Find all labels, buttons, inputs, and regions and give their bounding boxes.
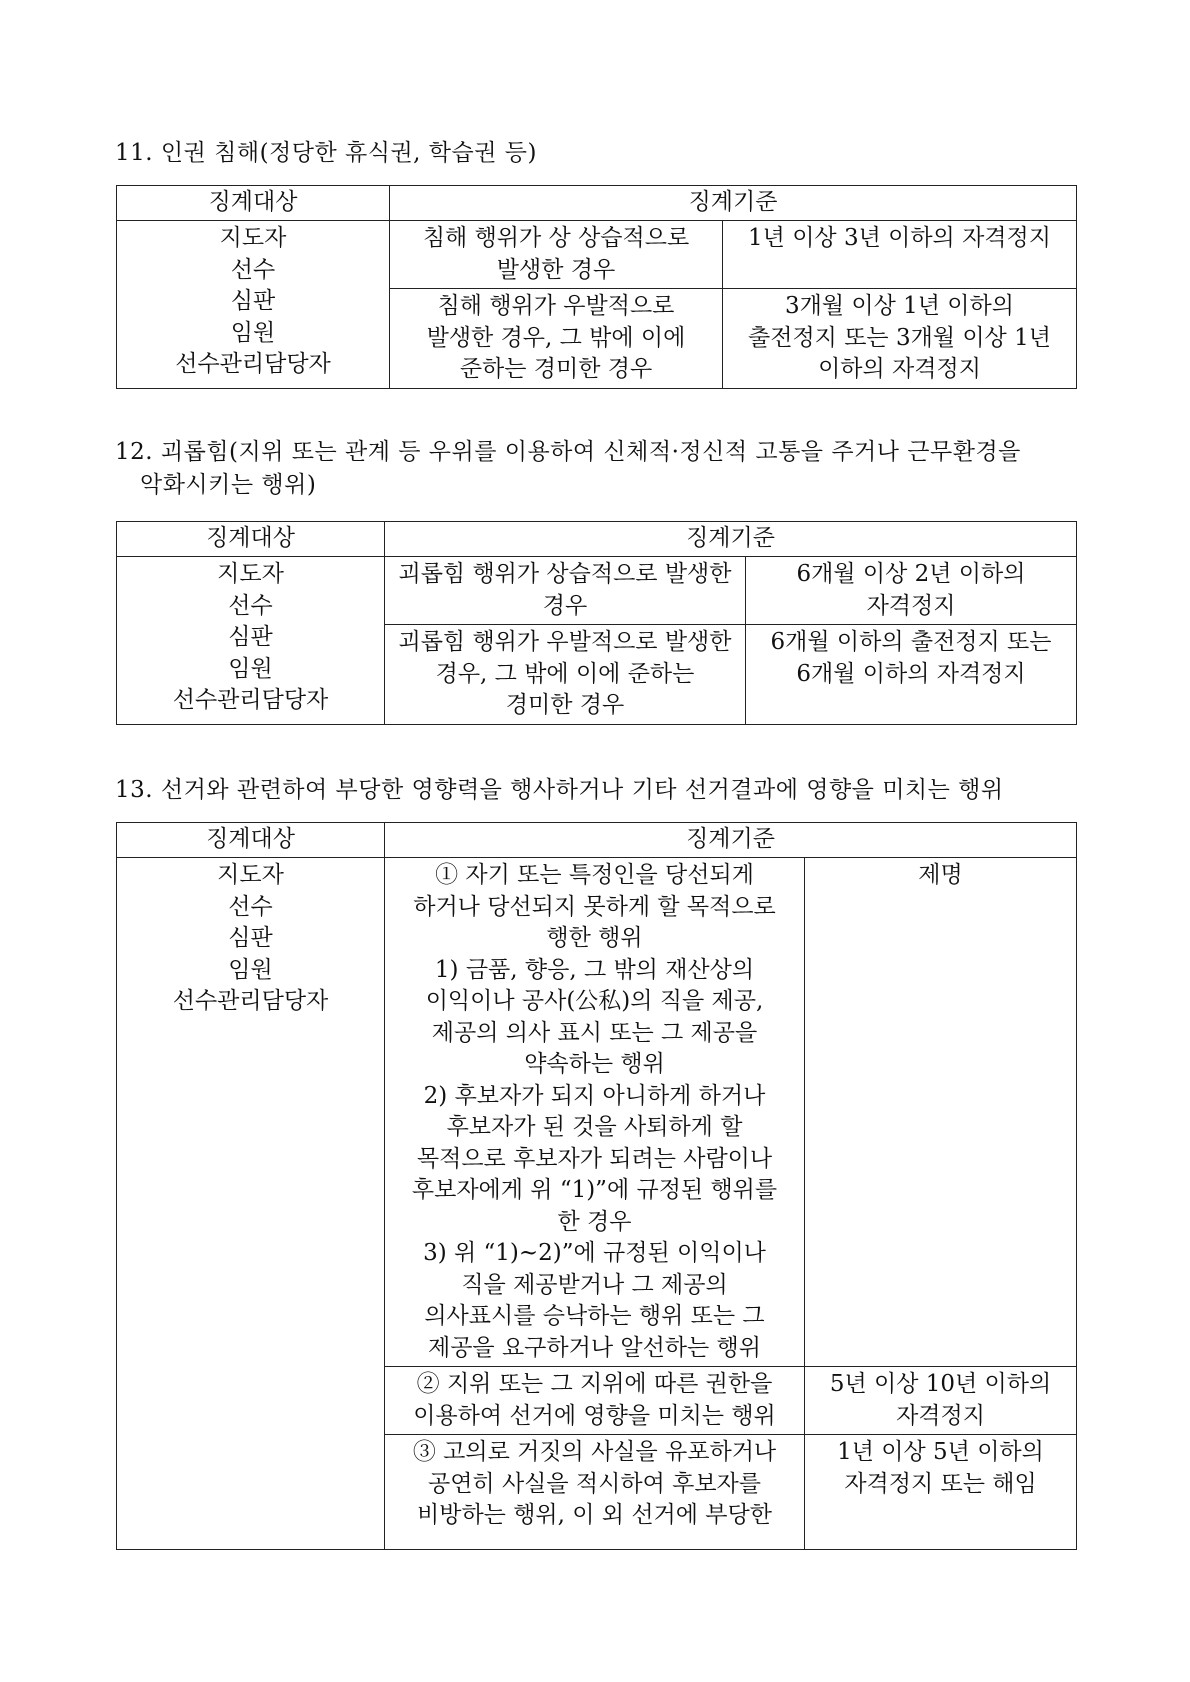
column-header-criteria: 징계기준 <box>390 186 1077 221</box>
section-11-table <box>116 185 1077 389</box>
penalty: 6개월 이하의 출전정지 또는 6개월 이하의 자격정지 <box>746 625 1077 725</box>
section-11-heading: 11. 인권 침해(정당한 휴식권, 학습권 등) <box>115 140 537 166</box>
section-12-heading-line-1: 12. 괴롭힘(지위 또는 관계 등 우위를 이용하여 신체적·정신적 고통을 주거나 근무환경을 <box>115 439 1021 465</box>
case-description: ① 자기 또는 특정인을 당선되게 하거나 당선되지 못하게 할 목적으로 행한 행위 1) 금품, 향응, 그 밖의 재산상의 이익이나 공사(公私)의 직을 제공, 제공의 의사 표시 또는 그 제공을 약속하는 행위 2) 후보자가 되지 아니하게 하거나 후보자가 된 것을 사퇴하게 할 목적으로 후보자가 되려는 사람이나 후보자에게 위 “1)”에 규정된 행위를 한 경우 3) 위 “1)~2)”에 규정된 이익이나 직을 제공받거나 그 제공의 의사표시를 승낙하는 행위 또는 그 제공을 요구하거나 알선하는 행위 <box>385 858 805 1367</box>
case-description: 괴롭힘 행위가 우발적으로 발생한 경우, 그 밖에 이에 준하는 경미한 경우 <box>385 625 746 725</box>
penalty: 5년 이상 10년 이하의 자격정지 <box>805 1367 1077 1435</box>
case-description: 침해 행위가 상 상습적으로 발생한 경우 <box>390 221 723 289</box>
penalty: 1년 이상 5년 이하의 자격정지 또는 해임 <box>805 1435 1077 1550</box>
column-header-criteria: 징계기준 <box>385 522 1077 557</box>
case-description: ③ 고의로 거짓의 사실을 유포하거나 공연히 사실을 적시하여 후보자를 비방하는 행위, 이 외 선거에 부당한 <box>385 1435 805 1550</box>
penalty: 1년 이상 3년 이하의 자격정지 <box>723 221 1077 289</box>
section-12-heading-line-2: 악화시키는 행위) <box>140 472 317 498</box>
target-list: 지도자 선수 심판 임원 선수관리담당자 <box>117 221 390 389</box>
case-description: 침해 행위가 우발적으로 발생한 경우, 그 밖에 이에 준하는 경미한 경우 <box>390 289 723 389</box>
section-12-table <box>116 521 1077 725</box>
penalty: 제명 <box>805 858 1077 1367</box>
case-description: ② 지위 또는 그 지위에 따른 권한을 이용하여 선거에 영향을 미치는 행위 <box>385 1367 805 1435</box>
target-list: 지도자 선수 심판 임원 선수관리담당자 <box>117 557 385 725</box>
target-list: 지도자 선수 심판 임원 선수관리담당자 <box>117 858 385 1550</box>
column-header-target: 징계대상 <box>117 186 390 221</box>
case-description: 괴롭힘 행위가 상습적으로 발생한 경우 <box>385 557 746 625</box>
penalty: 3개월 이상 1년 이하의 출전정지 또는 3개월 이상 1년 이하의 자격정지 <box>723 289 1077 389</box>
column-header-criteria: 징계기준 <box>385 823 1077 858</box>
section-13-heading: 13. 선거와 관련하여 부당한 영향력을 행사하거나 기타 선거결과에 영향을 미치는 행위 <box>115 777 1004 803</box>
section-12-heading <box>115 436 1021 502</box>
column-header-target: 징계대상 <box>117 823 385 858</box>
penalty: 6개월 이상 2년 이하의 자격정지 <box>746 557 1077 625</box>
column-header-target: 징계대상 <box>117 522 385 557</box>
section-13-table <box>116 822 1077 1550</box>
